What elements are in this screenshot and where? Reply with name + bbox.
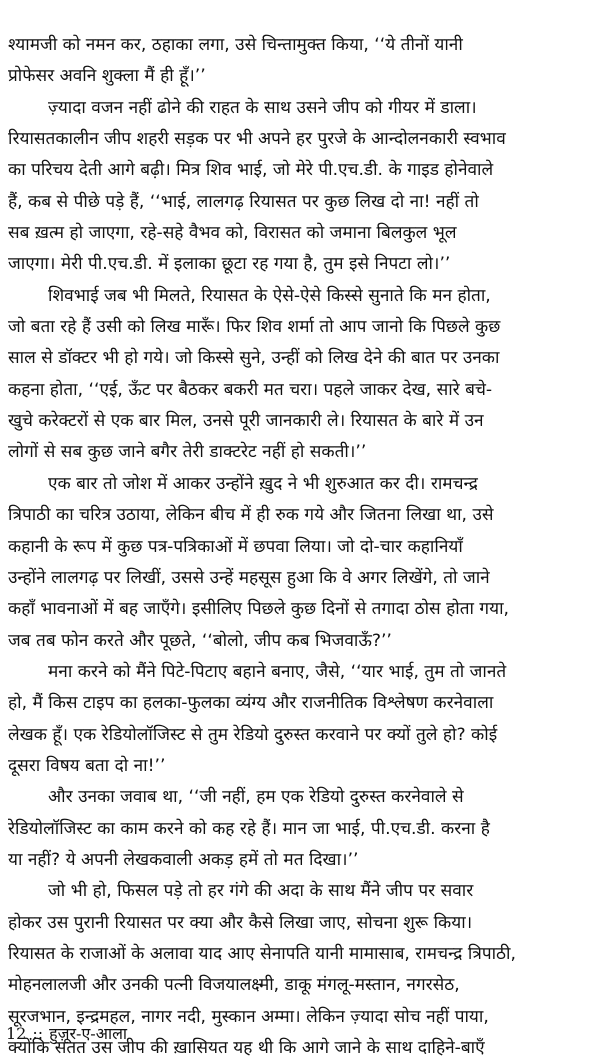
page-number: 12 xyxy=(6,1024,27,1043)
text-line: दूसरा विषय बता दो ना!’’ xyxy=(8,755,166,776)
text-line: उन्होंने लालगढ़ पर लिखीं, उससे उन्हें महसूस हुआ कि वे अगर लिखेंगे, तो जाने xyxy=(8,567,490,588)
text-line: लोगों से सब कुछ जाने बगैर तेरी डाक्टरेट नहीं हो सकती।’’ xyxy=(8,442,367,463)
text-line: क्योंकि सतत उस जीप की ख़ासियत यह थी कि आगे जाने के साथ दाहिने-बाएँ xyxy=(8,1038,485,1058)
text-line: लेखक हूँ। एक रेडियोलॉजिस्ट से तुम रेडियो दुरुस्त करवाने पर क्यों तुले हो? कोई xyxy=(8,724,498,745)
text-line: शिवभाई जब भी मिलते, रियासत के ऐसे-ऐसे किस्से सुनाते कि मन होता, xyxy=(48,285,491,306)
page-footer xyxy=(6,1022,127,1044)
book-title: हुज़ूर-ए-आला xyxy=(49,1024,128,1043)
body-text xyxy=(8,30,592,1064)
text-line: सब ख़त्म हो जाएगा, रहे-सहे वैभव को, विरासत को जमाना बिलकुल भूल xyxy=(8,223,457,244)
text-line: जो भी हो, फिसल पड़े तो हर गंगे की अदा के साथ मैंने जीप पर सवार xyxy=(48,881,474,902)
text-line: प्रोफेसर अवनि शुक्ला मैं ही हूँ।’’ xyxy=(8,66,206,87)
text-line: मना करने को मैंने पिटे-पिटाए बहाने बनाए, जैसे, ‘‘यार भाई, तुम तो जानते xyxy=(48,661,507,682)
text-line: कहानी के रूप में कुछ पत्र-पत्रिकाओं में छपवा लिया। जो दो-चार कहानियाँ xyxy=(8,536,463,557)
text-line: होकर उस पुरानी रियासत पर क्या और कैसे लिखा जाए, सोचना शुरू किया। xyxy=(8,912,473,933)
text-line: रेडियोलॉजिस्ट का काम करने को कह रहे हैं। मान जा भाई, पी.एच.डी. करना है xyxy=(8,818,490,839)
text-line: रियासतकालीन जीप शहरी सड़क पर भी अपने हर पुरजे के आन्दोलनकारी स्वभाव xyxy=(8,129,506,150)
text-line: सूरजभान, इन्द्रमहल, नागर नदी, मुस्कान अम्मा। लेकिन ज़्यादा सोच नहीं पाया, xyxy=(8,1006,489,1027)
footer-separator: :: xyxy=(32,1024,44,1043)
text-line: कहना होता, ‘‘एई, ऊँट पर बैठकर बकरी मत चरा। पहले जाकर देख, सारे बचे- xyxy=(8,379,493,400)
text-line: खुचे करेक्टरों से एक बार मिल, उनसे पूरी जानकारी ले। रियासत के बारे में उन xyxy=(8,411,484,432)
text-line: जब तब फोन करते और पूछते, ‘‘बोलो, जीप कब भिजवाऊँ?’’ xyxy=(8,630,392,651)
text-line: हैं, कब से पीछे पड़े हैं, ‘‘भाई, लालगढ़ रियासत पर कुछ लिख दो ना! नहीं तो xyxy=(8,191,479,212)
text-line: जाएगा। मेरी पी.एच.डी. में इलाका छूटा रह गया है, तुम इसे निपटा लो।’’ xyxy=(8,254,451,275)
text-line: ज़्यादा वजन नहीं ढोने की राहत के साथ उसने जीप को गीयर में डाला। xyxy=(48,97,477,118)
text-line: मोहनलालजी और उनकी पत्नी विजयालक्ष्मी, डाकू मंगलू-मस्तान, नगरसेठ, xyxy=(8,975,460,996)
text-line: साल से डॉक्टर भी हो गये। जो किस्से सुने, उन्हीं को लिख देने की बात पर उनका xyxy=(8,348,500,369)
text-line: श्यामजी को नमन कर, ठहाका लगा, उसे चिन्तामुक्त किया, ‘‘ये तीनों यानी xyxy=(8,35,463,55)
text-line: त्रिपाठी का चरित्र उठाया, लेकिन बीच में ही रुक गये और जितना लिखा था, उसे xyxy=(8,505,494,526)
text-line: रियासत के राजाओं के अलावा याद आए सेनापति यानी मामासाब, रामचन्द्र त्रिपाठी, xyxy=(8,943,516,964)
text-line: का परिचय देती आगे बढ़ी। मित्र शिव भाई, जो मेरे पी.एच.डी. के गाइड होनेवाले xyxy=(8,160,494,181)
text-line: और उनका जवाब था, ‘‘जी नहीं, हम एक रेडियो दुरुस्त करनेवाले से xyxy=(48,787,464,808)
text-line: जो बता रहे हैं उसी को लिख मारूँ। फिर शिव शर्मा तो आप जानो कि पिछले कुछ xyxy=(8,317,501,338)
text-line: हो, मैं किस टाइप का हलका-फुलका व्यंग्य और राजनीतिक विश्लेषण करनेवाला xyxy=(8,693,494,714)
text-line: एक बार तो जोश में आकर उन्होंने ख़ुद ने भी शुरुआत कर दी। रामचन्द्र xyxy=(48,473,478,494)
text-line: कहाँ भावनाओं में बह जाएँगे। इसीलिए पिछले कुछ दिनों से तगादा ठोस होता गया, xyxy=(8,599,509,620)
text-line: या नहीं? ये अपनी लेखकवाली अकड़ हमें तो मत दिखा।’’ xyxy=(8,849,359,870)
